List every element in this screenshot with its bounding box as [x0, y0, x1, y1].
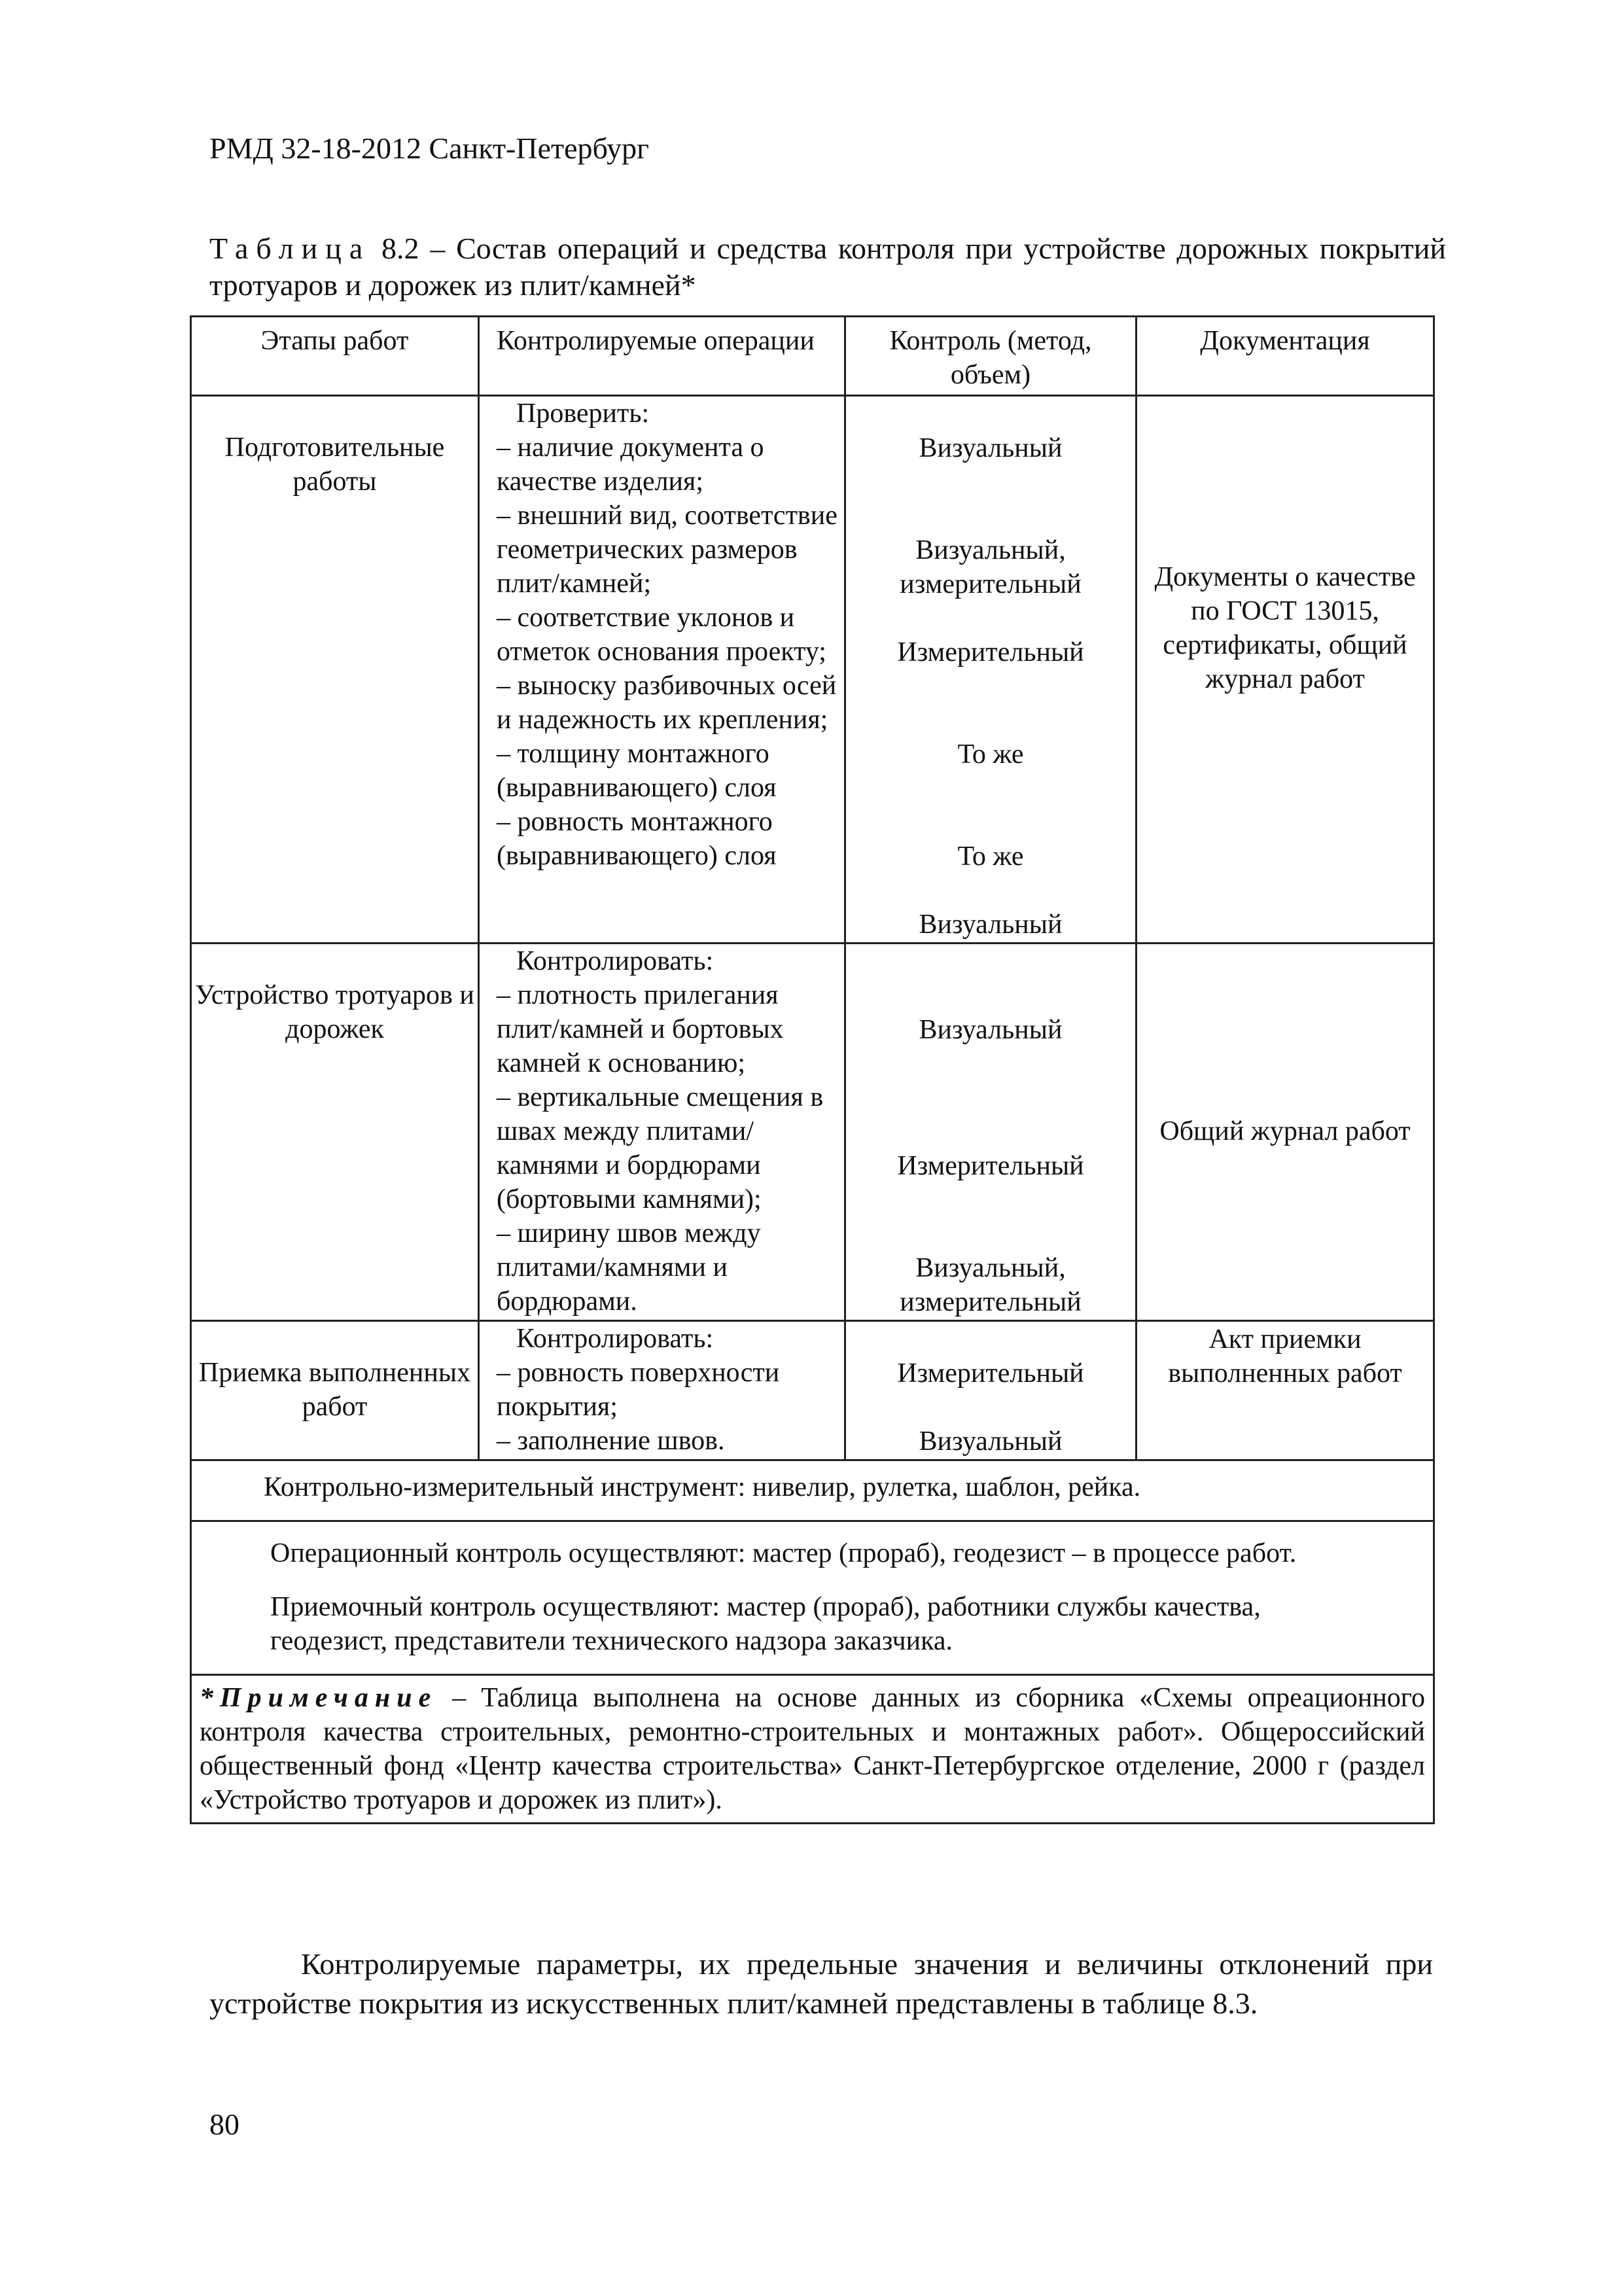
table-caption	[209, 230, 1446, 304]
control-method: Измерительный	[897, 1358, 1084, 1388]
body-paragraph: Контролируемые параметры, их предельные значения и величины отклонений при устройстве покрытия из искусственных плит/камней представлены в таблице 8.3.	[209, 1947, 1433, 2020]
control-method: Измерительный	[897, 1151, 1084, 1181]
control-method: Визуальный	[919, 1015, 1063, 1045]
control-method: Визуальный, измерительный	[900, 535, 1082, 599]
operation-item: – соответствие уклонов и отметок основания проекту;	[497, 603, 826, 667]
control-staff-row	[191, 1521, 1434, 1675]
table-row	[191, 1321, 1434, 1460]
stage-cell	[191, 1321, 479, 1460]
header-control: Контроль (метод, объем)	[845, 317, 1137, 396]
table-header-row	[191, 317, 1434, 396]
control-method: Визуальный, измерительный	[900, 1253, 1082, 1317]
documentation-text: Документы о качестве по ГОСТ 13015, сертификаты, общий журнал работ	[1154, 562, 1416, 694]
control-method: Визуальный	[919, 1426, 1063, 1457]
control-method: Измерительный	[897, 637, 1084, 667]
operations-cell	[479, 396, 845, 944]
control-method: То же	[957, 739, 1024, 769]
operational-control-text: Операционный контроль осуществляют: мастер (прораб), геодезист – в процессе работ.	[270, 1538, 1297, 1568]
stage-cell	[191, 944, 479, 1321]
operation-item: – наличие документа о качестве изделия;	[497, 433, 764, 497]
caption-label: Таблица	[209, 232, 371, 265]
control-cell	[845, 1321, 1137, 1460]
documentation-cell	[1137, 944, 1434, 1321]
stage-label: Устройство тротуаров и дорожек	[195, 980, 474, 1044]
documentation-cell	[1137, 1321, 1434, 1460]
caption-text: 8.2 – Состав операций и средства контроля при устройстве дорожных покрытий тротуаров и дорожек из плит/камней*	[209, 232, 1446, 302]
note-cell	[191, 1675, 1434, 1824]
operation-item: – ровность монтажного (выравнивающего) слоя	[497, 807, 777, 871]
operation-item: – вертикальные смещения в швах между плитами/камнями и бордюрами (бортовыми камнями);	[497, 1082, 824, 1214]
operation-item: – плотность прилегания плит/камней и бортовых камней к основанию;	[497, 980, 784, 1078]
operations-intro: Контролировать:	[516, 946, 714, 976]
operations-intro: Проверить:	[516, 398, 650, 429]
control-staff-cell	[191, 1521, 1434, 1675]
operations-intro: Контролировать:	[516, 1324, 714, 1354]
header-documentation: Документация	[1137, 317, 1434, 396]
control-method: Визуальный	[919, 433, 1063, 463]
operations-cell	[479, 1321, 845, 1460]
acceptance-control-text: Приемочный контроль осуществляют: мастер (прораб), работники службы качества, геодезист, представители технического надзора заказчика.	[270, 1592, 1261, 1656]
instruments-cell	[191, 1460, 1434, 1521]
operation-item: – выноску разбивочных осей и надежность их крепления;	[497, 671, 837, 735]
note-text: – Таблица выполнена на основе данных из сборника «Схемы опреационного контроля качества строительных, ремонтно-строительных и монтажных работ». Общероссийский общественный фонд «Центр качества строительства» Санкт-Петербургское отделение, 2000 г (раздел «Устройство тротуаров и дорожек из плит»).	[200, 1683, 1425, 1815]
operation-item: – заполнение швов.	[497, 1426, 725, 1456]
header-stage: Этапы работ	[191, 317, 479, 396]
documentation-text: Общий журнал работ	[1159, 1116, 1411, 1146]
documentation-cell	[1137, 396, 1434, 944]
control-cell	[845, 944, 1137, 1321]
stage-label: Подготовительные работы	[224, 433, 445, 497]
page-number: 80	[209, 2108, 239, 2141]
operation-item: – ширину швов между плитами/камнями и бордюрами.	[497, 1218, 761, 1316]
stage-cell	[191, 396, 479, 944]
note-label: *Примечание	[200, 1683, 438, 1713]
header-operations: Контролируемые операции	[479, 317, 845, 396]
control-method: То же	[957, 841, 1024, 872]
note-row	[191, 1675, 1434, 1824]
table-row	[191, 944, 1434, 1321]
table-row	[191, 396, 1434, 944]
instruments-text: Контрольно-измерительный инструмент: нивелир, рулетка, шаблон, рейка.	[264, 1472, 1141, 1502]
control-cell	[845, 396, 1137, 944]
operation-item: – внешний вид, соответствие геометрических размеров плит/камней;	[497, 501, 837, 599]
operation-item: – толщину монтажного (выравнивающего) слоя	[497, 739, 777, 803]
operation-item: – ровность поверхности покрытия;	[497, 1358, 780, 1422]
operations-cell	[479, 944, 845, 1321]
stage-label: Приемка выполненных работ	[198, 1358, 471, 1422]
control-table	[190, 315, 1435, 1824]
running-header: РМД 32-18-2012 Санкт-Петербург	[209, 132, 650, 165]
control-method: Визуальный	[919, 910, 1063, 940]
documentation-text: Акт приемки выполненных работ	[1168, 1324, 1402, 1388]
instruments-row	[191, 1460, 1434, 1521]
